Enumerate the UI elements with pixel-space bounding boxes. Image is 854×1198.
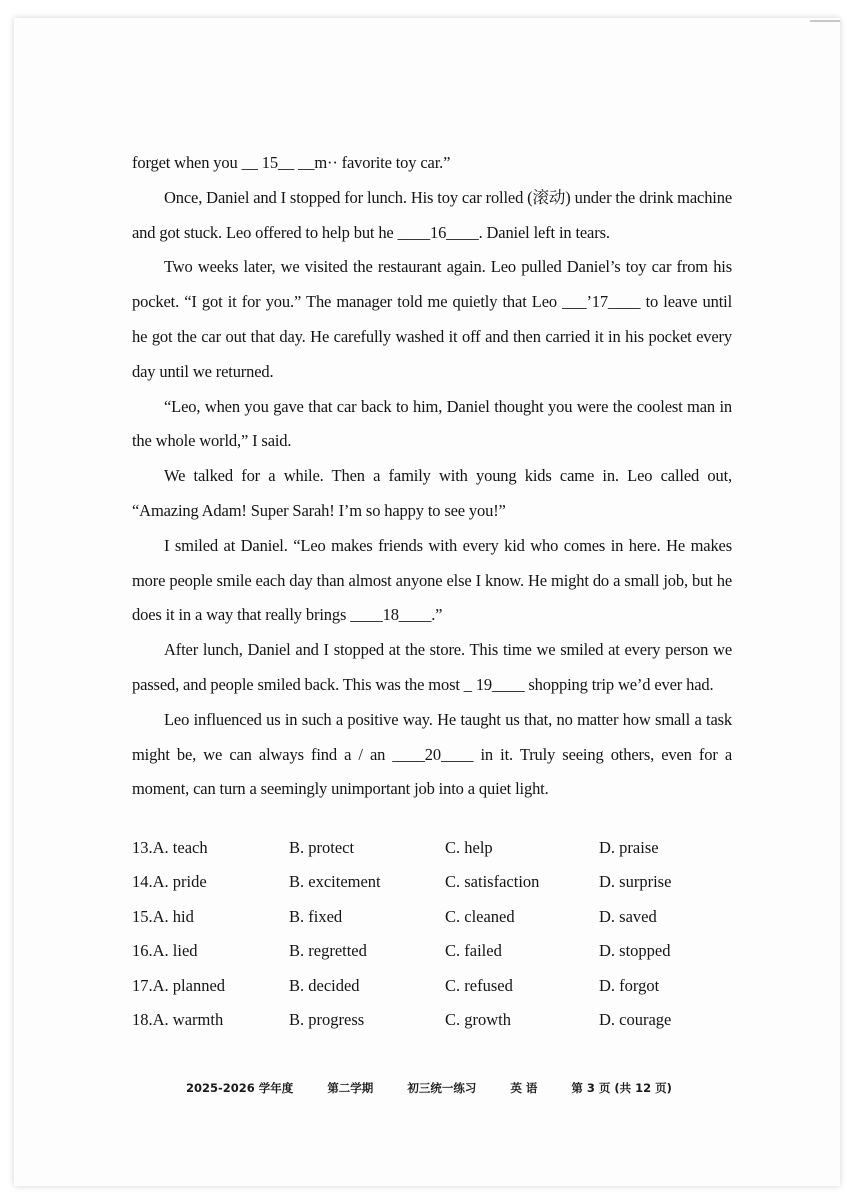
option-b: B. protect <box>289 838 355 857</box>
option-a: A. lied <box>152 941 198 961</box>
option-b: B. excitement <box>289 872 381 892</box>
question-row <box>132 1010 752 1044</box>
passage-paragraph: I smiled at Daniel. “Leo makes friends with every kid who comes in here. He makes more people smile each day than almost anyone else I know. He might do a small job, but he does it in a way that really brings ____18____.” <box>132 535 732 625</box>
scan-corner-mark <box>810 20 840 22</box>
passage-paragraph: Leo influenced us in such a positive way. He taught us that, no matter how small a task might be, we can always find a / an ____20____ in it. Truly seeing others, even for a moment, can turn a seemingly unimportant job into a quiet light. <box>132 709 732 799</box>
answer-options <box>132 838 752 1044</box>
passage <box>132 146 732 807</box>
page-footer <box>186 1080 672 1096</box>
option-a: A. teach <box>152 838 208 857</box>
passage-paragraph: Two weeks later, we visited the restaurant again. Leo pulled Daniel’s toy car from his pocket. “I got it for you.” The manager told me quietly that Leo ___’17____ to leave until he got the car out that day. He carefully washed it off and then carried it in his pocket every day until we returned. <box>132 257 732 381</box>
option-d: D. praise <box>599 838 659 857</box>
question-number-option-a <box>132 941 198 961</box>
option-c: C. growth <box>445 1009 511 1029</box>
question-row <box>132 907 752 941</box>
question-number: 15. <box>132 906 153 926</box>
question-number: 18. <box>132 1009 153 1029</box>
footer-subject: 英 语 <box>510 1081 538 1095</box>
option-a: A. pride <box>152 872 207 892</box>
passage-paragraph: Once, Daniel and I stopped for lunch. His toy car rolled (滚动) under the drink machine and got stuck. Leo offered to help but he ____16____. Daniel left in tears. <box>132 187 732 242</box>
option-c: C. refused <box>445 975 513 995</box>
option-a: A. hid <box>152 906 194 926</box>
passage-paragraph: After lunch, Daniel and I stopped at the store. This time we smiled at every person we passed, and people smiled back. This was the most _ 19____ shopping trip we’d ever had. <box>132 640 732 694</box>
option-d: D. saved <box>599 906 657 926</box>
footer-year: 2025-2026 学年度 <box>186 1081 294 1095</box>
option-c: C. satisfaction <box>445 872 540 892</box>
footer-page-number: 第 3 页 (共 12 页) <box>571 1081 672 1095</box>
option-c: C. cleaned <box>445 906 515 926</box>
question-row <box>132 976 752 1010</box>
footer-exam: 初三统一练习 <box>407 1081 477 1095</box>
question-number-option-a <box>132 976 225 996</box>
question-number-option-a <box>132 872 207 892</box>
passage-paragraph: “Leo, when you gave that car back to him, Daniel thought you were the coolest man in the whole world,” I said. <box>132 396 732 451</box>
option-b: B. regretted <box>289 941 367 961</box>
passage-paragraph: We talked for a while. Then a family with young kids came in. Leo called out, “Amazing Adam! Super Sarah! I’m so happy to see you!” <box>132 466 732 520</box>
question-number: 14. <box>132 872 153 892</box>
option-b: B. fixed <box>289 906 343 926</box>
option-c: C. failed <box>445 941 502 961</box>
question-number: 16. <box>132 941 153 961</box>
passage-line-1: forget when you __ 15__ __m·· favorite toy car.” <box>132 153 451 172</box>
question-number-option-a <box>132 1010 223 1030</box>
question-row <box>132 838 752 872</box>
question-row <box>132 872 752 906</box>
question-number: 13. <box>132 838 153 857</box>
question-number: 17. <box>132 975 153 995</box>
option-d: D. courage <box>599 1009 672 1029</box>
option-b: B. progress <box>289 1009 365 1029</box>
question-row <box>132 941 752 975</box>
option-b: B. decided <box>289 975 360 995</box>
option-a: A. warmth <box>152 1009 224 1029</box>
option-d: D. stopped <box>599 941 671 961</box>
option-a: A. planned <box>152 975 226 995</box>
question-number-option-a <box>132 838 208 858</box>
question-number-option-a <box>132 907 194 927</box>
option-c: C. help <box>445 838 493 857</box>
option-d: D. surprise <box>599 872 672 892</box>
footer-term: 第二学期 <box>327 1081 374 1095</box>
option-d: D. forgot <box>599 975 660 995</box>
